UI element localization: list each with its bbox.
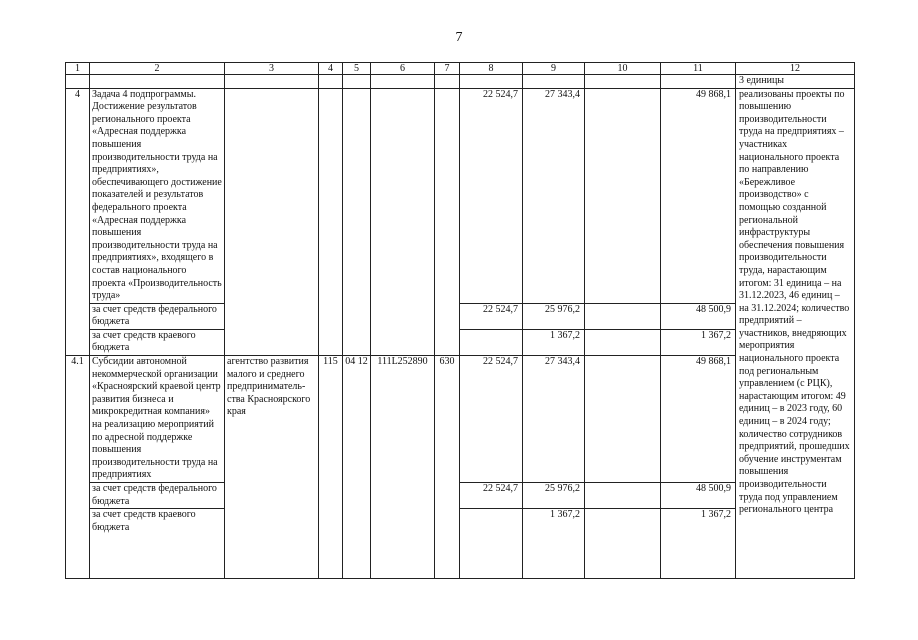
responsible-agency: агентство развития малого и среднего предприниматель-ства Красноярского края (225, 356, 319, 579)
code-grbs: 115 (319, 356, 343, 579)
continuation-row (66, 75, 855, 89)
value-2023: 22 524,7 (460, 88, 523, 303)
col-header: 10 (585, 63, 661, 75)
col-header: 12 (736, 63, 855, 75)
regional-value-2024: 1 367,2 (523, 329, 585, 355)
page-number: 7 (455, 30, 463, 45)
federal-value-2023: 22 524,7 (460, 303, 523, 329)
federal-value-2024: 25 976,2 (523, 303, 585, 329)
federal-value-2023: 22 524,7 (460, 483, 523, 509)
federal-budget-label: за счет средств федерального бюджета (90, 483, 225, 509)
value-total: 49 868,1 (661, 88, 736, 303)
federal-value-total: 48 500,9 (661, 303, 736, 329)
code-expense-type: 630 (435, 356, 460, 579)
col-header: 7 (435, 63, 460, 75)
value-2024: 27 343,4 (523, 88, 585, 303)
task4-row (66, 88, 855, 303)
federal-value-total: 48 500,9 (661, 483, 736, 509)
row-number: 4 (66, 88, 90, 355)
col-header: 2 (90, 63, 225, 75)
col-header: 3 (225, 63, 319, 75)
regional-value-total: 1 367,2 (661, 509, 736, 579)
value-2023: 22 524,7 (460, 356, 523, 483)
regional-value-2024: 1 367,2 (523, 509, 585, 579)
federal-budget-label: за счет средств федерального бюджета (90, 303, 225, 329)
col-header: 8 (460, 63, 523, 75)
col-header: 11 (661, 63, 736, 75)
regional-budget-label: за счет средств краевого бюджета (90, 509, 225, 579)
col-header: 5 (343, 63, 371, 75)
value-total: 49 868,1 (661, 356, 736, 483)
col-header: 6 (371, 63, 435, 75)
federal-value-2024: 25 976,2 (523, 483, 585, 509)
code-section: 04 12 (343, 356, 371, 579)
col-header: 4 (319, 63, 343, 75)
col-header: 9 (523, 63, 585, 75)
column-number-row (66, 63, 855, 75)
row-number: 4.1 (66, 356, 90, 579)
result-description: реализованы проекты по повышению производительности труда на предприятиях – участниках национального проекта по направлению «Бережливое производство» с помощью созданной региональной инфраструктуры обеспечения повышения производительности труда, нарастающим итогом: 31 единица – на 31.12.2023, 46 единиц – на 31.12.2024; количество предприятий – участников, внедряющих мероприятия национального проекта под региональным управлением (с РЦК), нарастающим итогом: 49 единиц – в 2023 году, 60 единиц – в 2024 году; количество сотрудников предприятий, прошедших обучение инструментам повышения производительности труда под управлением регионального центра (736, 88, 855, 579)
col-header: 1 (66, 63, 90, 75)
code-target: 111L252890 (371, 356, 435, 579)
regional-budget-label: за счет средств краевого бюджета (90, 329, 225, 355)
value-2024: 27 343,4 (523, 356, 585, 483)
budget-table (65, 62, 855, 579)
regional-value-total: 1 367,2 (661, 329, 736, 355)
activity-name: Субсидии автономной некоммерческой организации «Красноярский краевой центр развития бизнеса и микрокредитная компания» на реализацию мероприятий по адресной поддержке повышения производительности труда на предприятиях (90, 356, 225, 483)
result-continuation: 3 единицы (736, 75, 855, 89)
task-name: Задача 4 подпрограммы. Достижение результатов регионального проекта «Адресная поддержка повышения производительности труда на предприятиях», обеспечивающего достижение показателей и результатов федерального проекта «Адресная поддержка повышения производительности труда на предприятиях», входящего в состав национального проекта «Производительность труда» (90, 88, 225, 303)
